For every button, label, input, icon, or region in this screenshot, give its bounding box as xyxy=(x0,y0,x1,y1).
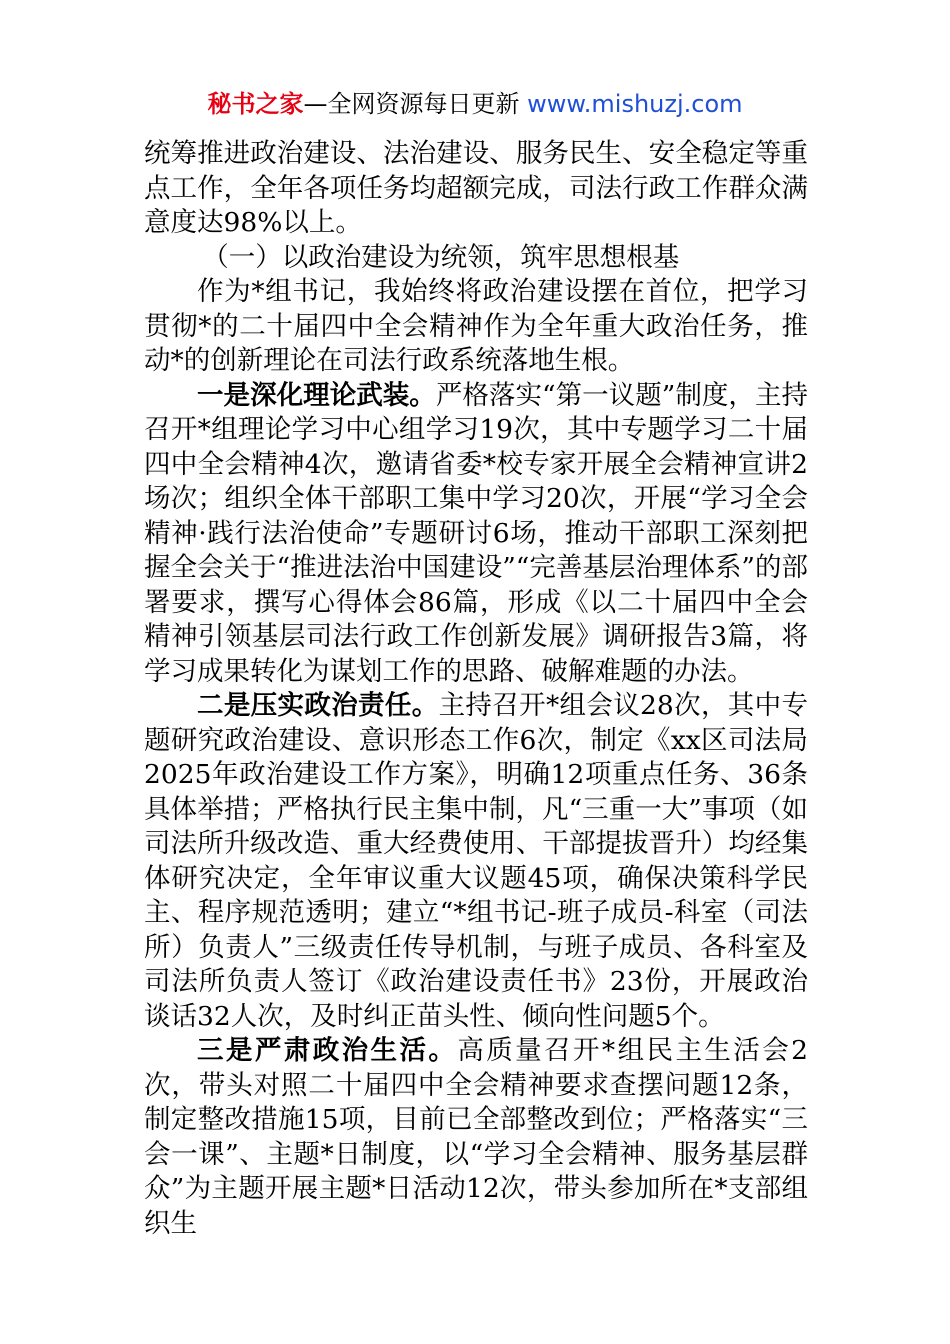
paragraph-lead: 三是严肃政治生活。 xyxy=(197,1035,458,1066)
header-brand: 秘书之家 xyxy=(207,90,304,118)
site-header xyxy=(0,86,950,122)
paragraph-text: 高质量召开*组民主生活会2次，带头对照二十届四中全会精神要求查摆问题12条，制定整改措施15项，目前已全部整改到位；严格落实“三会一课”、主题*日制度，以“学习全会精神、服务基层群众”为主题开展主题*日活动12次，带头参加所在*支部组织生 xyxy=(144,1035,808,1239)
paragraph-lead: 二是压实政治责任。 xyxy=(197,690,439,721)
document-body xyxy=(144,137,808,1241)
paragraph-text: 严格落实“第一议题”制度，主持召开*组理论学习中心组学习19次，其中专题学习二十届四中全会精神4次，邀请省委*校专家开展全会精神宣讲2场次；组织全体干部职工集中学习20次，开展“学习全会精神·践行法治使命”专题研讨6场，推动干部职工深刻把握全会关于“推进法治中国建设”“完善基层治理体系”的部署要求，撰写心得体会86篇，形成《以二十届四中全会精神引领基层司法行政工作创新发展》调研报告3篇，将学习成果转化为谋划工作的思路、破解难题的办法。 xyxy=(144,379,808,687)
header-tagline: —全网资源每日更新 xyxy=(303,90,528,118)
paragraph-intro: 作为*组书记，我始终将政治建设摆在首位，把学习贯彻*的二十届四中全会精神作为全年重大政治任务，推动*的创新理论在司法行政系统落地生根。 xyxy=(144,276,808,376)
paragraph-lead: 一是深化理论武装。 xyxy=(197,379,436,411)
paragraph-political-life xyxy=(144,1034,808,1241)
paragraph-text: 主持召开*组会议28次，其中专题研究政治建设、意识形态工作6次，制定《xx区司法局2025年政治建设工作方案》，明确12项重点任务、36条具体举措；严格执行民主集中制，凡“三重一大”事项（如司法所升级改造、重大经费使用、干部提拔晋升）均经集体研究决定，全年审议重大议题45项，确保决策科学民主、程序规范透明；建立“*组书记-班子成员-科室（司法所）负责人”三级责任传导机制，与班子成员、各科室及司法所负责人签订《政治建设责任书》23份，开展政治谈话32人次，及时纠正苗头性、倾向性问题5个。 xyxy=(144,690,808,1032)
paragraph-continuation: 统筹推进政治建设、法治建设、服务民生、安全稳定等重点工作，全年各项任务均超额完成，司法行政工作群众满意度达98%以上。 xyxy=(144,138,808,238)
paragraph-responsibility xyxy=(144,689,808,1034)
header-url-link[interactable]: www.mishuzj.com xyxy=(527,90,743,118)
section-heading: （一）以政治建设为统领，筑牢思想根基 xyxy=(202,241,680,273)
paragraph-theory xyxy=(144,379,808,690)
